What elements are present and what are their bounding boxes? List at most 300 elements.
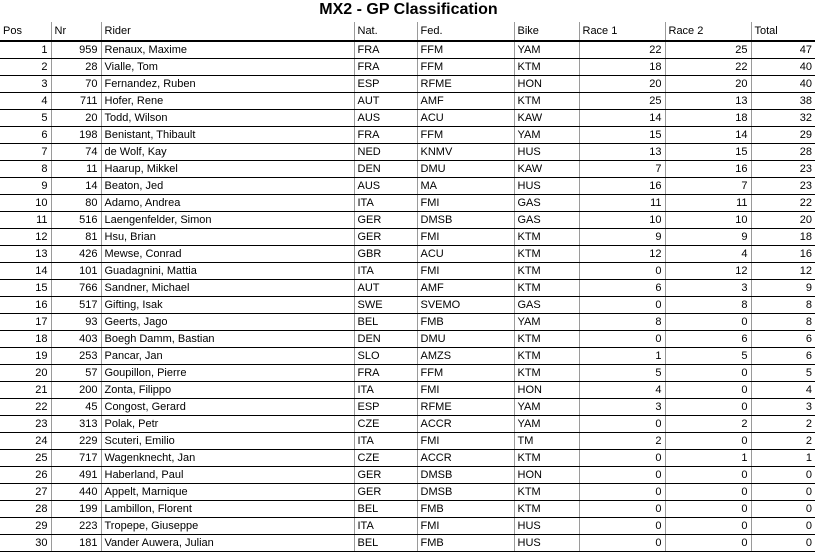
nr-cell: 253 <box>51 348 101 365</box>
bike-cell: KTM <box>514 93 579 110</box>
fed-cell: DMU <box>417 161 514 178</box>
fed-cell: DMSB <box>417 212 514 229</box>
race-2-cell: 4 <box>665 246 751 263</box>
rider-cell: Gifting, Isak <box>101 297 354 314</box>
race-2-cell: 2 <box>665 416 751 433</box>
total-cell: 0 <box>751 467 815 484</box>
table-row <box>0 229 815 246</box>
table-row <box>0 178 815 195</box>
pos-cell: 22 <box>0 399 51 416</box>
nr-cell: 199 <box>51 501 101 518</box>
pos-cell: 1 <box>0 41 51 59</box>
nr-cell: 81 <box>51 229 101 246</box>
bike-cell: HON <box>514 467 579 484</box>
column-header-bike: Bike <box>514 22 579 41</box>
pos-cell: 19 <box>0 348 51 365</box>
pos-cell: 21 <box>0 382 51 399</box>
rider-cell: Beaton, Jed <box>101 178 354 195</box>
nr-cell: 57 <box>51 365 101 382</box>
race-1-cell: 0 <box>579 518 665 535</box>
total-cell: 22 <box>751 195 815 212</box>
race-2-cell: 0 <box>665 399 751 416</box>
race-1-cell: 3 <box>579 399 665 416</box>
nat-cell: GER <box>354 212 417 229</box>
pos-cell: 4 <box>0 93 51 110</box>
pos-cell: 15 <box>0 280 51 297</box>
fed-cell: SVEMO <box>417 297 514 314</box>
bike-cell: KTM <box>514 59 579 76</box>
bike-cell: KTM <box>514 229 579 246</box>
nat-cell: BEL <box>354 501 417 518</box>
column-header-rider: Rider <box>101 22 354 41</box>
fed-cell: ACCR <box>417 450 514 467</box>
pos-cell: 27 <box>0 484 51 501</box>
nr-cell: 491 <box>51 467 101 484</box>
pos-cell: 5 <box>0 110 51 127</box>
race-2-cell: 11 <box>665 195 751 212</box>
total-cell: 0 <box>751 501 815 518</box>
rider-cell: Tropepe, Giuseppe <box>101 518 354 535</box>
nr-cell: 198 <box>51 127 101 144</box>
fed-cell: DMU <box>417 331 514 348</box>
bike-cell: KTM <box>514 484 579 501</box>
table-row <box>0 348 815 365</box>
nat-cell: DEN <box>354 161 417 178</box>
total-cell: 16 <box>751 246 815 263</box>
fed-cell: AMF <box>417 93 514 110</box>
race-2-cell: 0 <box>665 433 751 450</box>
fed-cell: DMSB <box>417 484 514 501</box>
race-1-cell: 0 <box>579 416 665 433</box>
fed-cell: FFM <box>417 365 514 382</box>
race-2-cell: 15 <box>665 144 751 161</box>
pos-cell: 8 <box>0 161 51 178</box>
table-row <box>0 263 815 280</box>
bike-cell: KAW <box>514 110 579 127</box>
fed-cell: FFM <box>417 59 514 76</box>
nr-cell: 200 <box>51 382 101 399</box>
bike-cell: KTM <box>514 280 579 297</box>
race-2-cell: 18 <box>665 110 751 127</box>
fed-cell: FFM <box>417 127 514 144</box>
bike-cell: KTM <box>514 501 579 518</box>
race-1-cell: 20 <box>579 76 665 93</box>
total-cell: 3 <box>751 399 815 416</box>
nat-cell: BEL <box>354 535 417 552</box>
nat-cell: ITA <box>354 433 417 450</box>
column-header-fed: Fed. <box>417 22 514 41</box>
nr-cell: 766 <box>51 280 101 297</box>
race-1-cell: 4 <box>579 382 665 399</box>
race-2-cell: 7 <box>665 178 751 195</box>
bike-cell: GAS <box>514 212 579 229</box>
bike-cell: KTM <box>514 263 579 280</box>
pos-cell: 14 <box>0 263 51 280</box>
race-1-cell: 22 <box>579 41 665 59</box>
table-row <box>0 297 815 314</box>
nat-cell: ITA <box>354 382 417 399</box>
rider-cell: Vialle, Tom <box>101 59 354 76</box>
race-2-cell: 3 <box>665 280 751 297</box>
nat-cell: ITA <box>354 195 417 212</box>
pos-cell: 16 <box>0 297 51 314</box>
bike-cell: YAM <box>514 314 579 331</box>
bike-cell: TM <box>514 433 579 450</box>
column-header-race-1: Race 1 <box>579 22 665 41</box>
fed-cell: FMI <box>417 263 514 280</box>
table-row <box>0 416 815 433</box>
table-row <box>0 59 815 76</box>
bike-cell: YAM <box>514 399 579 416</box>
total-cell: 32 <box>751 110 815 127</box>
table-row <box>0 331 815 348</box>
race-1-cell: 12 <box>579 246 665 263</box>
race-1-cell: 16 <box>579 178 665 195</box>
table-row <box>0 365 815 382</box>
nat-cell: ITA <box>354 263 417 280</box>
nat-cell: NED <box>354 144 417 161</box>
total-cell: 0 <box>751 484 815 501</box>
total-cell: 6 <box>751 348 815 365</box>
nr-cell: 28 <box>51 59 101 76</box>
nat-cell: DEN <box>354 331 417 348</box>
race-1-cell: 11 <box>579 195 665 212</box>
race-2-cell: 5 <box>665 348 751 365</box>
fed-cell: RFME <box>417 76 514 93</box>
table-row <box>0 246 815 263</box>
race-1-cell: 18 <box>579 59 665 76</box>
nat-cell: AUS <box>354 110 417 127</box>
race-2-cell: 16 <box>665 161 751 178</box>
bike-cell: HUS <box>514 535 579 552</box>
pos-cell: 23 <box>0 416 51 433</box>
race-2-cell: 0 <box>665 365 751 382</box>
rider-cell: Geerts, Jago <box>101 314 354 331</box>
rider-cell: Hofer, Rene <box>101 93 354 110</box>
nr-cell: 426 <box>51 246 101 263</box>
rider-cell: Haberland, Paul <box>101 467 354 484</box>
total-cell: 8 <box>751 314 815 331</box>
nr-cell: 517 <box>51 297 101 314</box>
rider-cell: Adamo, Andrea <box>101 195 354 212</box>
fed-cell: RFME <box>417 399 514 416</box>
table-row <box>0 144 815 161</box>
bike-cell: HUS <box>514 144 579 161</box>
nat-cell: CZE <box>354 416 417 433</box>
pos-cell: 18 <box>0 331 51 348</box>
race-1-cell: 6 <box>579 280 665 297</box>
nr-cell: 440 <box>51 484 101 501</box>
table-row <box>0 161 815 178</box>
rider-cell: Benistant, Thibault <box>101 127 354 144</box>
nat-cell: GER <box>354 229 417 246</box>
nat-cell: GER <box>354 484 417 501</box>
race-2-cell: 12 <box>665 263 751 280</box>
total-cell: 0 <box>751 535 815 552</box>
rider-cell: Appelt, Marnique <box>101 484 354 501</box>
race-2-cell: 0 <box>665 518 751 535</box>
nat-cell: FRA <box>354 59 417 76</box>
total-cell: 47 <box>751 41 815 59</box>
nr-cell: 229 <box>51 433 101 450</box>
rider-cell: Todd, Wilson <box>101 110 354 127</box>
table-row <box>0 212 815 229</box>
total-cell: 2 <box>751 416 815 433</box>
fed-cell: FMB <box>417 535 514 552</box>
race-2-cell: 0 <box>665 535 751 552</box>
bike-cell: KTM <box>514 365 579 382</box>
table-row <box>0 433 815 450</box>
table-row <box>0 41 815 59</box>
race-2-cell: 22 <box>665 59 751 76</box>
fed-cell: MA <box>417 178 514 195</box>
rider-cell: Boegh Damm, Bastian <box>101 331 354 348</box>
nat-cell: CZE <box>354 450 417 467</box>
bike-cell: HON <box>514 382 579 399</box>
nat-cell: AUT <box>354 280 417 297</box>
rider-cell: Lambillon, Florent <box>101 501 354 518</box>
table-row <box>0 127 815 144</box>
race-2-cell: 0 <box>665 501 751 518</box>
table-row <box>0 382 815 399</box>
pos-cell: 3 <box>0 76 51 93</box>
race-1-cell: 0 <box>579 263 665 280</box>
total-cell: 1 <box>751 450 815 467</box>
race-2-cell: 0 <box>665 382 751 399</box>
table-row <box>0 314 815 331</box>
pos-cell: 12 <box>0 229 51 246</box>
rider-cell: Fernandez, Ruben <box>101 76 354 93</box>
nr-cell: 80 <box>51 195 101 212</box>
table-row <box>0 467 815 484</box>
fed-cell: AMZS <box>417 348 514 365</box>
total-cell: 5 <box>751 365 815 382</box>
race-2-cell: 20 <box>665 76 751 93</box>
bike-cell: KTM <box>514 331 579 348</box>
total-cell: 2 <box>751 433 815 450</box>
race-2-cell: 13 <box>665 93 751 110</box>
column-header-pos: Pos <box>0 22 51 41</box>
race-2-cell: 10 <box>665 212 751 229</box>
nr-cell: 516 <box>51 212 101 229</box>
fed-cell: FMB <box>417 314 514 331</box>
bike-cell: HON <box>514 76 579 93</box>
nat-cell: FRA <box>354 127 417 144</box>
nat-cell: GER <box>354 467 417 484</box>
pos-cell: 17 <box>0 314 51 331</box>
table-row <box>0 399 815 416</box>
race-2-cell: 25 <box>665 41 751 59</box>
bike-cell: HUS <box>514 178 579 195</box>
column-header-race-2: Race 2 <box>665 22 751 41</box>
race-1-cell: 2 <box>579 433 665 450</box>
pos-cell: 20 <box>0 365 51 382</box>
fed-cell: FFM <box>417 41 514 59</box>
rider-cell: Vander Auwera, Julian <box>101 535 354 552</box>
race-2-cell: 1 <box>665 450 751 467</box>
bike-cell: GAS <box>514 297 579 314</box>
column-header-total: Total <box>751 22 815 41</box>
pos-cell: 6 <box>0 127 51 144</box>
nr-cell: 20 <box>51 110 101 127</box>
fed-cell: FMI <box>417 518 514 535</box>
race-2-cell: 14 <box>665 127 751 144</box>
nr-cell: 74 <box>51 144 101 161</box>
race-1-cell: 0 <box>579 297 665 314</box>
nr-cell: 45 <box>51 399 101 416</box>
table-row <box>0 535 815 552</box>
total-cell: 8 <box>751 297 815 314</box>
nr-cell: 403 <box>51 331 101 348</box>
nat-cell: FRA <box>354 41 417 59</box>
total-cell: 12 <box>751 263 815 280</box>
rider-cell: Sandner, Michael <box>101 280 354 297</box>
bike-cell: KTM <box>514 246 579 263</box>
nat-cell: AUT <box>354 93 417 110</box>
race-1-cell: 5 <box>579 365 665 382</box>
total-cell: 40 <box>751 76 815 93</box>
table-row <box>0 93 815 110</box>
race-1-cell: 25 <box>579 93 665 110</box>
rider-cell: Goupillon, Pierre <box>101 365 354 382</box>
rider-cell: Guadagnini, Mattia <box>101 263 354 280</box>
pos-cell: 30 <box>0 535 51 552</box>
fed-cell: FMI <box>417 229 514 246</box>
total-cell: 23 <box>751 161 815 178</box>
nr-cell: 959 <box>51 41 101 59</box>
nr-cell: 93 <box>51 314 101 331</box>
pos-cell: 10 <box>0 195 51 212</box>
fed-cell: ACU <box>417 246 514 263</box>
race-1-cell: 0 <box>579 484 665 501</box>
pos-cell: 24 <box>0 433 51 450</box>
race-1-cell: 7 <box>579 161 665 178</box>
fed-cell: FMB <box>417 501 514 518</box>
bike-cell: YAM <box>514 416 579 433</box>
nat-cell: ITA <box>354 518 417 535</box>
pos-cell: 9 <box>0 178 51 195</box>
nr-cell: 181 <box>51 535 101 552</box>
race-1-cell: 0 <box>579 467 665 484</box>
race-1-cell: 1 <box>579 348 665 365</box>
race-2-cell: 0 <box>665 467 751 484</box>
pos-cell: 28 <box>0 501 51 518</box>
race-1-cell: 8 <box>579 314 665 331</box>
race-1-cell: 0 <box>579 331 665 348</box>
race-1-cell: 9 <box>579 229 665 246</box>
rider-cell: Zonta, Filippo <box>101 382 354 399</box>
nat-cell: ESP <box>354 399 417 416</box>
race-1-cell: 0 <box>579 501 665 518</box>
rider-cell: Renaux, Maxime <box>101 41 354 59</box>
rider-cell: Polak, Petr <box>101 416 354 433</box>
nr-cell: 711 <box>51 93 101 110</box>
race-1-cell: 15 <box>579 127 665 144</box>
race-1-cell: 0 <box>579 450 665 467</box>
nr-cell: 70 <box>51 76 101 93</box>
table-row <box>0 280 815 297</box>
race-2-cell: 8 <box>665 297 751 314</box>
bike-cell: HUS <box>514 518 579 535</box>
total-cell: 9 <box>751 280 815 297</box>
total-cell: 40 <box>751 59 815 76</box>
table-row <box>0 110 815 127</box>
pos-cell: 2 <box>0 59 51 76</box>
nat-cell: GBR <box>354 246 417 263</box>
classification-table <box>0 22 815 552</box>
race-2-cell: 6 <box>665 331 751 348</box>
fed-cell: FMI <box>417 195 514 212</box>
race-2-cell: 9 <box>665 229 751 246</box>
total-cell: 0 <box>751 518 815 535</box>
rider-cell: Scuteri, Emilio <box>101 433 354 450</box>
table-row <box>0 76 815 93</box>
table-row <box>0 195 815 212</box>
total-cell: 4 <box>751 382 815 399</box>
nr-cell: 101 <box>51 263 101 280</box>
race-1-cell: 0 <box>579 535 665 552</box>
fed-cell: FMI <box>417 382 514 399</box>
fed-cell: ACU <box>417 110 514 127</box>
fed-cell: KNMV <box>417 144 514 161</box>
race-2-cell: 0 <box>665 484 751 501</box>
table-header-row <box>0 22 815 41</box>
bike-cell: KTM <box>514 348 579 365</box>
table-row <box>0 484 815 501</box>
rider-cell: Pancar, Jan <box>101 348 354 365</box>
nat-cell: SWE <box>354 297 417 314</box>
total-cell: 29 <box>751 127 815 144</box>
race-1-cell: 13 <box>579 144 665 161</box>
bike-cell: YAM <box>514 127 579 144</box>
nat-cell: SLO <box>354 348 417 365</box>
nr-cell: 11 <box>51 161 101 178</box>
pos-cell: 13 <box>0 246 51 263</box>
total-cell: 20 <box>751 212 815 229</box>
rider-cell: Haarup, Mikkel <box>101 161 354 178</box>
race-1-cell: 10 <box>579 212 665 229</box>
nat-cell: FRA <box>354 365 417 382</box>
rider-cell: Laengenfelder, Simon <box>101 212 354 229</box>
page-title: MX2 - GP Classification <box>319 1 498 18</box>
total-cell: 6 <box>751 331 815 348</box>
nat-cell: AUS <box>354 178 417 195</box>
total-cell: 18 <box>751 229 815 246</box>
column-header-nr: Nr <box>51 22 101 41</box>
bike-cell: GAS <box>514 195 579 212</box>
rider-cell: Hsu, Brian <box>101 229 354 246</box>
column-header-nat: Nat. <box>354 22 417 41</box>
pos-cell: 11 <box>0 212 51 229</box>
table-body <box>0 41 815 552</box>
total-cell: 28 <box>751 144 815 161</box>
total-cell: 38 <box>751 93 815 110</box>
table-row <box>0 450 815 467</box>
bike-cell: KTM <box>514 450 579 467</box>
pos-cell: 25 <box>0 450 51 467</box>
table-row <box>0 518 815 535</box>
rider-cell: Wagenknecht, Jan <box>101 450 354 467</box>
race-2-cell: 0 <box>665 314 751 331</box>
nr-cell: 223 <box>51 518 101 535</box>
nr-cell: 14 <box>51 178 101 195</box>
fed-cell: DMSB <box>417 467 514 484</box>
nr-cell: 313 <box>51 416 101 433</box>
table-row <box>0 501 815 518</box>
total-cell: 23 <box>751 178 815 195</box>
rider-cell: Mewse, Conrad <box>101 246 354 263</box>
pos-cell: 29 <box>0 518 51 535</box>
